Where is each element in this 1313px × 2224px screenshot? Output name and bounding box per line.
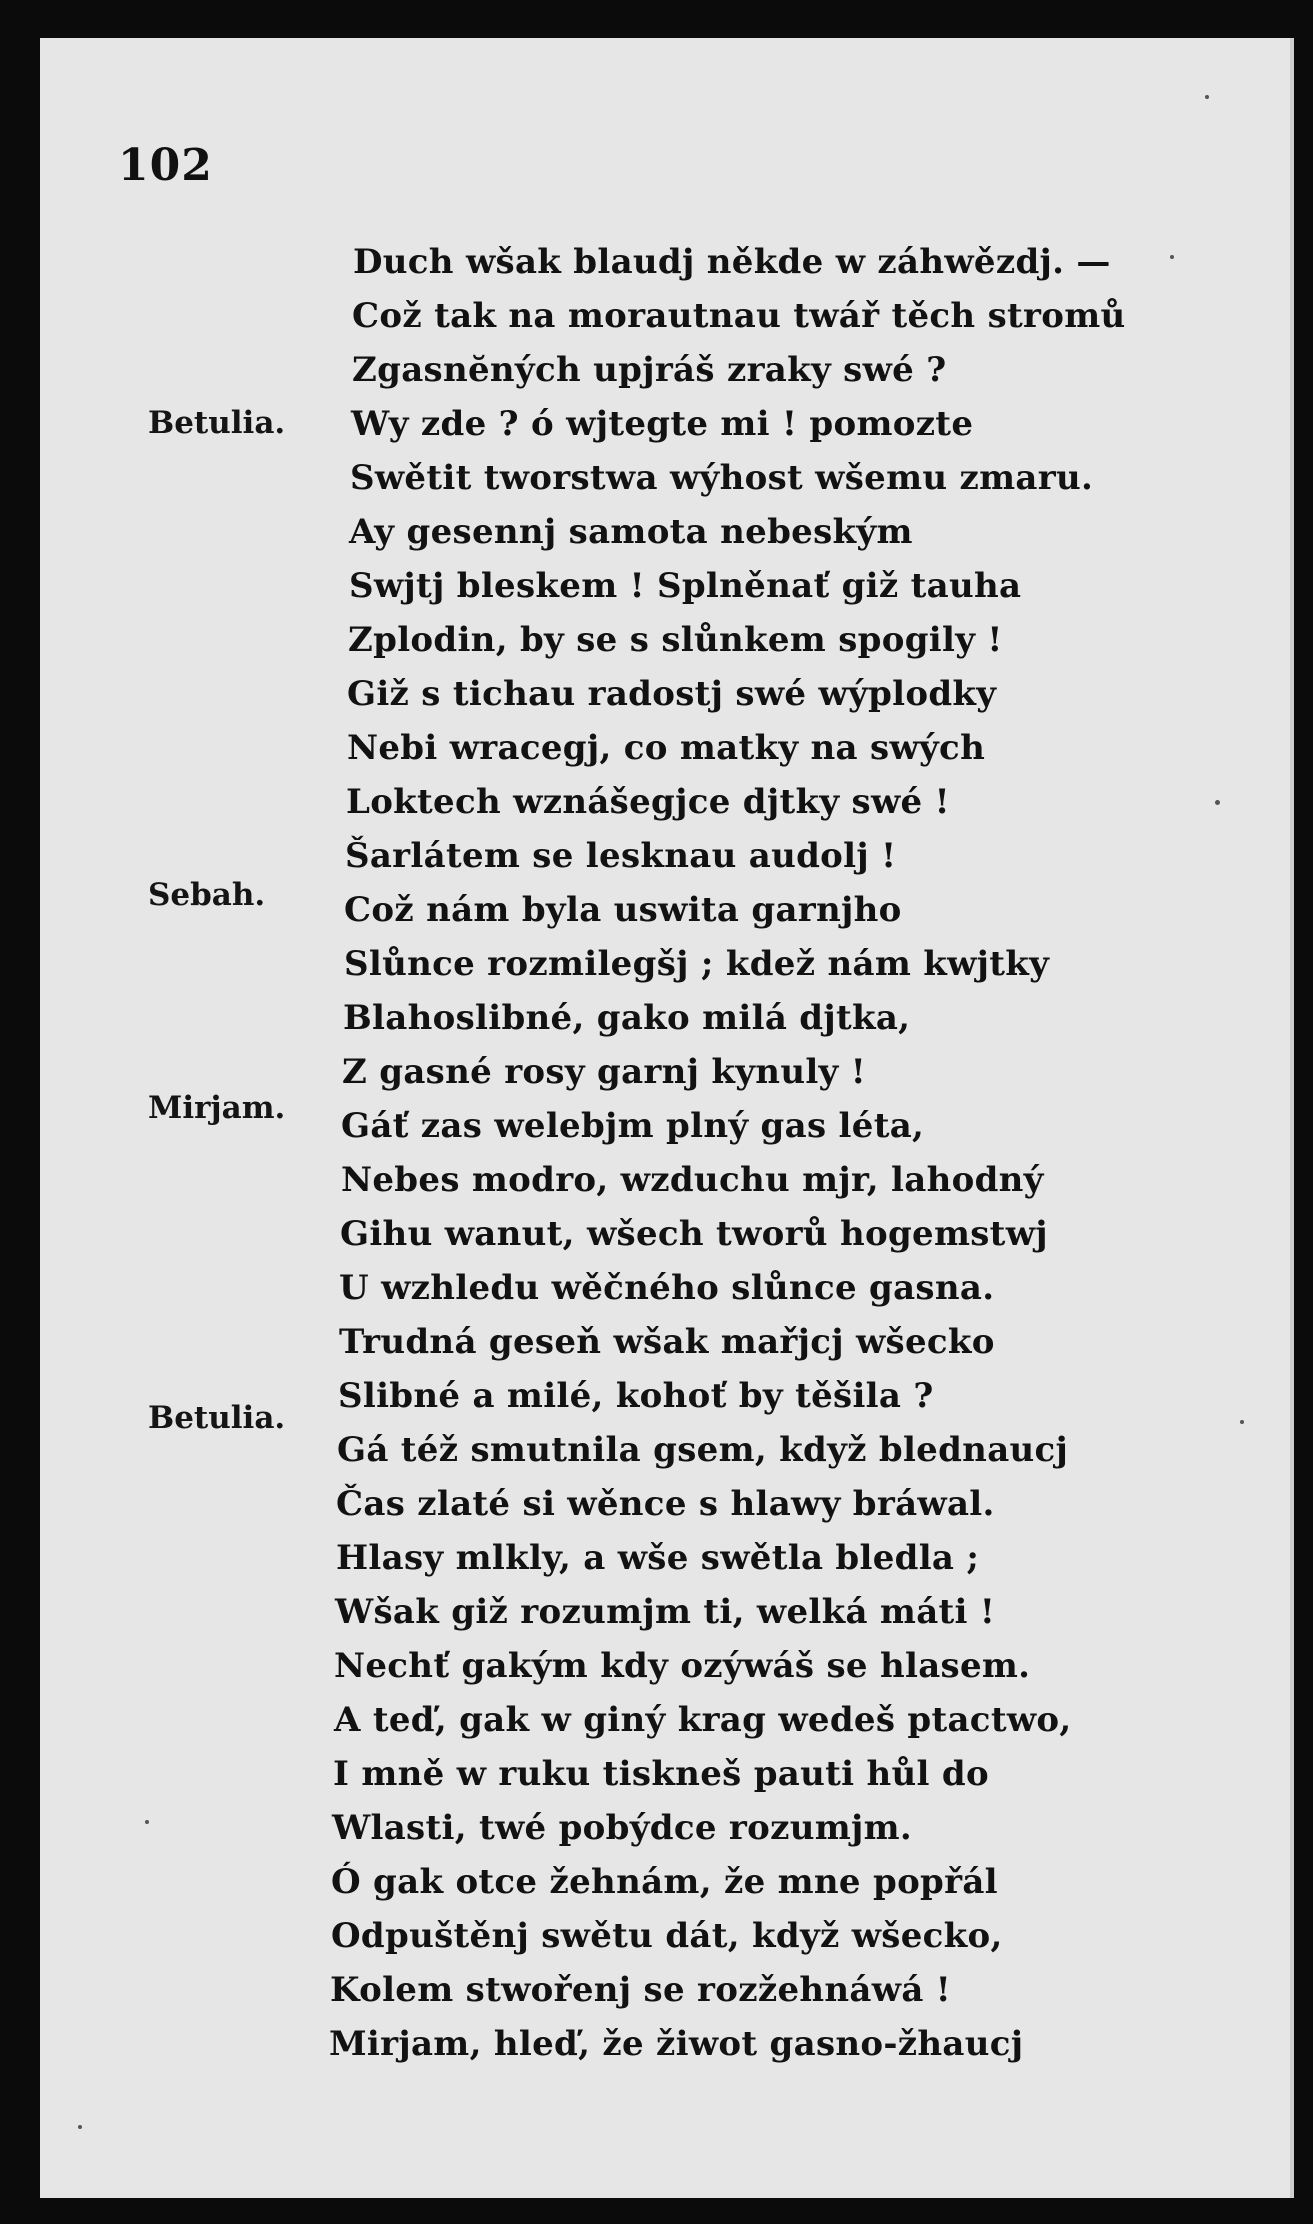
speaker-betulia-second: Betulia.: [148, 1400, 286, 1436]
page-number: 102: [118, 140, 213, 191]
verse-line: Nebes modro, wzduchu mjr, lahodný: [341, 1160, 1044, 1200]
verse-line: Kolem stwořenj se rozžehnáwá !: [330, 1970, 952, 2010]
verse-line: Odpuštěnj swětu dát, když wšecko,: [331, 1916, 1003, 1956]
verse-line: Gihu wanut, wšech tworů hogemstwj: [340, 1214, 1048, 1254]
verse-line: Čas zlaté si wěnce s hlawy bráwal.: [336, 1484, 995, 1524]
verse-line: U wzhledu wěčného slůnce gasna.: [339, 1268, 995, 1308]
page-speck: [1205, 95, 1209, 99]
verse-line: Což tak na morautnau twář těch stromů: [352, 296, 1126, 336]
verse-line: Giž s tichau radostj swé wýplodky: [347, 674, 997, 714]
verse-line: I mně w ruku tiskneš pauti hůl do: [333, 1754, 989, 1794]
verse-line: Swjtj bleskem ! Splněnať giž tauha: [349, 566, 1022, 606]
verse-line: Slibné a milé, kohoť by těšila ?: [338, 1376, 934, 1416]
verse-line: Duch wšak blaudj někde w záhwězdj. —: [353, 242, 1111, 282]
verse-line: Nechť gakým kdy ozýwáš se hlasem.: [334, 1646, 1031, 1686]
verse-line: Z gasné rosy garnj kynuly !: [342, 1052, 866, 1092]
page-speck: [1240, 1420, 1244, 1424]
page-edge: [1290, 38, 1294, 2198]
verse-line: Ó gak otce žehnám, že mne popřál: [331, 1862, 998, 1902]
speaker-sebah: Sebah.: [148, 877, 266, 913]
page-speck: [145, 1820, 149, 1824]
verse-line: Zgasnĕných upjráš zraky swé ?: [352, 350, 947, 390]
verse-line: Nebi wracegj, co matky na swých: [347, 728, 986, 768]
page-speck: [1170, 255, 1174, 259]
verse-line: Wy zde ? ó wjtegte mi ! pomozte: [351, 404, 974, 444]
verse-line: Trudná geseň wšak mařjcj wšecko: [339, 1322, 995, 1362]
verse-line: Wlasti, twé pobýdce rozumjm.: [332, 1808, 913, 1848]
speaker-mirjam: Mirjam.: [148, 1090, 286, 1126]
verse-line: Blahoslibné, gako milá djtka,: [343, 998, 911, 1038]
verse-line: A teď, gak w giný krag wedeš ptactwo,: [334, 1700, 1072, 1740]
verse-line: Gá též smutnila gsem, když blednaucj: [337, 1430, 1069, 1470]
verse-line: Ay gesennj samota nebeským: [349, 512, 913, 552]
verse-line: Zplodin, by se s slůnkem spogily !: [348, 620, 1003, 660]
verse-line: Šarlátem se lesknau audolj !: [345, 836, 897, 876]
verse-line: Gáť zas welebjm plný gas léta,: [341, 1106, 925, 1146]
verse-line: Swětit tworstwa wýhost wšemu zmaru.: [350, 458, 1094, 498]
verse-line: Hlasy mlkly, a wše swětla bledla ;: [336, 1538, 980, 1578]
verse-line: Loktech wznášegjce djtky swé !: [346, 782, 950, 822]
page-speck: [78, 2125, 82, 2129]
page-speck: [1215, 800, 1220, 805]
verse-line: Mirjam, hleď, že žiwot gasno-žhaucj: [329, 2024, 1024, 2064]
verse-line: Wšak giž rozumjm ti, welká máti !: [335, 1592, 996, 1632]
verse-line: Což nám byla uswita garnjho: [344, 890, 902, 930]
speaker-betulia: Betulia.: [148, 405, 286, 441]
verse-line: Slůnce rozmilegšj ; kdež nám kwjtky: [344, 944, 1050, 984]
